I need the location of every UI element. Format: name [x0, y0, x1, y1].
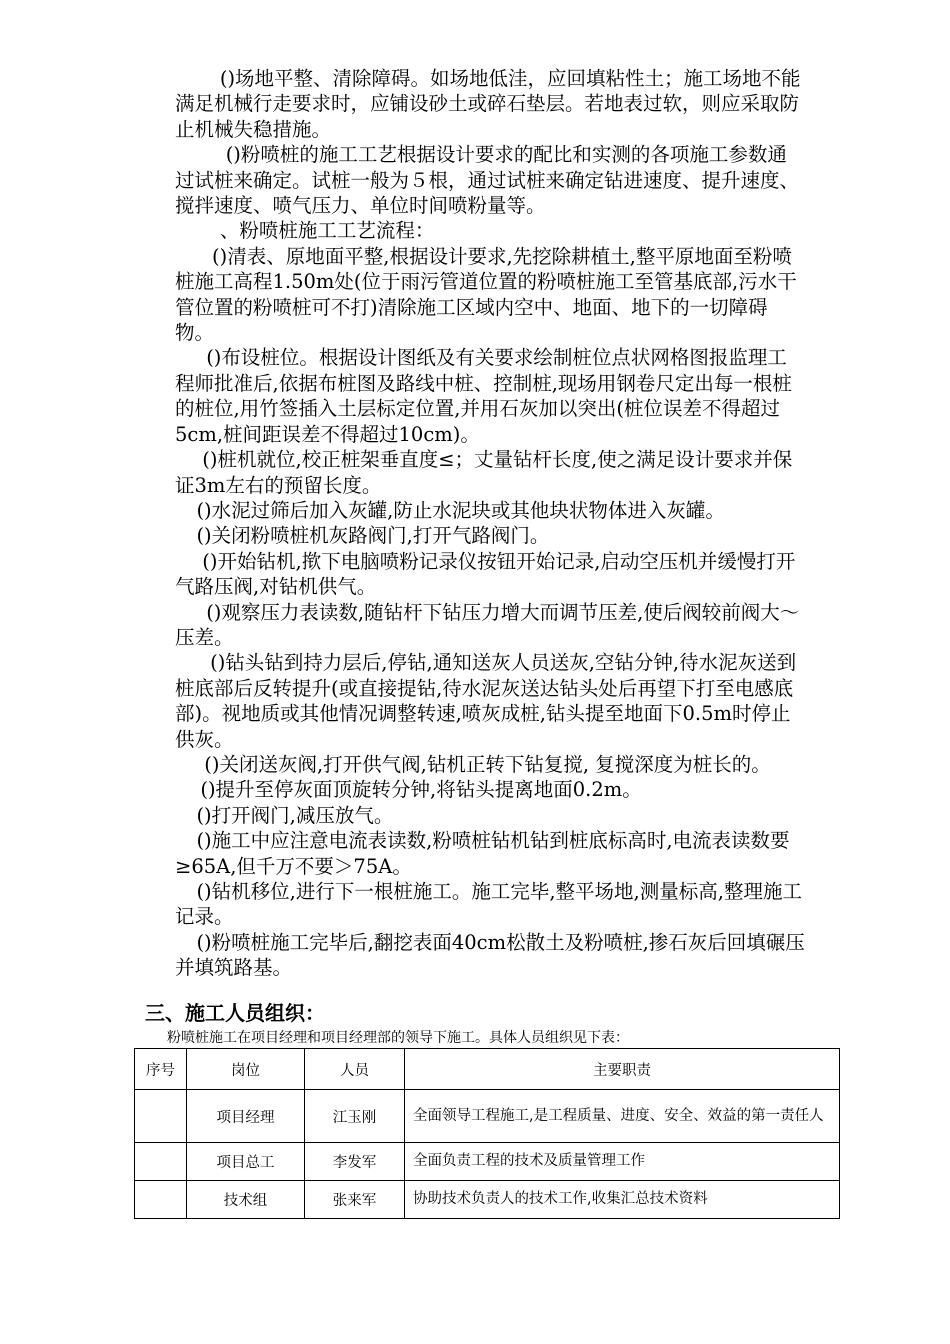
- paragraph: ()观察压力表读数,随钻杆下钻压力增大而调节压差,使后阀较前阀大～压差。: [175, 600, 800, 649]
- paragraph: ()开始钻机,揿下电脑喷粉记录仪按钮开始记录,启动空压机并缓慢打开气路压阀,对钻机供气。: [175, 549, 796, 599]
- paragraph: ()布设桩位。根据设计图纸及有关要求绘制桩位点状网格图报监理工程师批准后,依据布桩图及路线中桩、控制桩,现场用钢卷尺定出每一根桩的桩位,用竹签插入土层标定位置,并用石灰加以突出(桩位误差不得超过5cm,桩间距误差不得超过10cm)。: [175, 346, 792, 446]
- body-text: [175, 66, 805, 981]
- paragraph: ()清表、原地面平整,根据设计要求,先挖除耕植土,整平原地面至粉喷桩施工高程1.50m处(位于雨污管道位置的粉喷桩施工至管基底部,污水干管位置的粉喷桩可不打)清除施工区域内空中、地面、地下的一切障碍物。: [175, 244, 797, 345]
- header-personnel: 人员: [305, 1049, 405, 1090]
- cell-personnel: 张来军: [305, 1181, 405, 1219]
- paragraph: 、粉喷桩施工工艺流程：: [219, 219, 435, 243]
- table-row: [135, 1181, 840, 1219]
- cell-number: [135, 1143, 187, 1181]
- paragraph: ()桩机就位,校正桩架垂直度≤；丈量钻杆长度,使之满足设计要求并保证3m左右的预留长度。: [175, 448, 793, 497]
- cell-position: 项目总工: [187, 1143, 305, 1181]
- cell-duties: 协助技术负责人的技术工作,收集汇总技术资料: [405, 1181, 840, 1219]
- paragraph: ()钻机移位,进行下一根桩施工。施工完毕,整平场地,测量标高,整理施工记录。: [175, 880, 802, 929]
- header-number: 序号: [135, 1049, 187, 1090]
- cell-position: 技术组: [187, 1181, 305, 1219]
- header-position: 岗位: [187, 1049, 305, 1090]
- paragraph: ()提升至停灰面顶旋转分钟,将钻头提离地面0.2m。: [200, 778, 642, 802]
- cell-duties: 全面负责工程的技术及质量管理工作: [405, 1143, 840, 1181]
- paragraph: ()粉喷桩施工完毕后,翻挖表面40cm松散土及粉喷桩,掺石灰后回填碾压并填筑路基。: [175, 930, 805, 980]
- paragraph: ()关闭粉喷桩机灰路阀门,打开气路阀门。: [196, 524, 550, 548]
- table-row: [135, 1090, 840, 1143]
- paragraph: ()钻头钻到持力层后,停钻,通知送灰人员送灰,空钻分钟,待水泥灰送到桩底部后反转提升(或直接提钻,待水泥灰送达钻头处后再望下打至电感底部)。视地质或其他情况调整转速,喷灰成桩,钻头提至地面下0.5m时停止供灰。: [175, 651, 797, 751]
- section-intro: 粉喷桩施工在项目经理和项目经理部的领导下施工。具体人员组织见下表：: [167, 1030, 629, 1046]
- cell-number: [135, 1090, 187, 1143]
- paragraph: ()粉喷桩的施工工艺根据设计要求的配比和实测的各项施工参数通过试桩来确定。试桩一般为５根，通过试桩来确定钻进速度、提升速度、搅拌速度、喷气压力、单位时间喷粉量等。: [175, 143, 800, 218]
- paragraph: ()场地平整、清除障碍。如场地低洼，应回填粘性土；施工场地不能满足机械行走要求时，应铺设砂土或碎石垫层。若地表过软，则应采取防止机械失稳措施。: [175, 67, 801, 141]
- cell-personnel: 江玉刚: [305, 1090, 405, 1143]
- section-heading: 三、施工人员组织：: [145, 1001, 325, 1025]
- paragraph: ()关闭送灰阀,打开供气阀,钻机正转下钻复搅, 复搅深度为桩长的。: [204, 752, 771, 776]
- paragraph: ()打开阀门,减压放气。: [196, 803, 394, 827]
- paragraph: ()施工中应注意电流表读数,粉喷桩钻机钻到桩底标高时,电流表读数要≥65A,但千万不要＞75A。: [175, 829, 790, 878]
- cell-number: [135, 1181, 187, 1219]
- paragraph: ()水泥过筛后加入灰罐,防止水泥块或其他块状物体进入灰罐。: [196, 498, 725, 522]
- cell-personnel: 李发军: [305, 1143, 405, 1181]
- cell-position: 项目经理: [187, 1090, 305, 1143]
- table-row: [135, 1143, 840, 1181]
- table-header-row: [135, 1049, 840, 1090]
- cell-duties: 全面领导工程施工,是工程质量、进度、安全、效益的第一责任人: [405, 1090, 840, 1143]
- header-duties: 主要职责: [405, 1049, 840, 1090]
- staff-table: [134, 1048, 840, 1219]
